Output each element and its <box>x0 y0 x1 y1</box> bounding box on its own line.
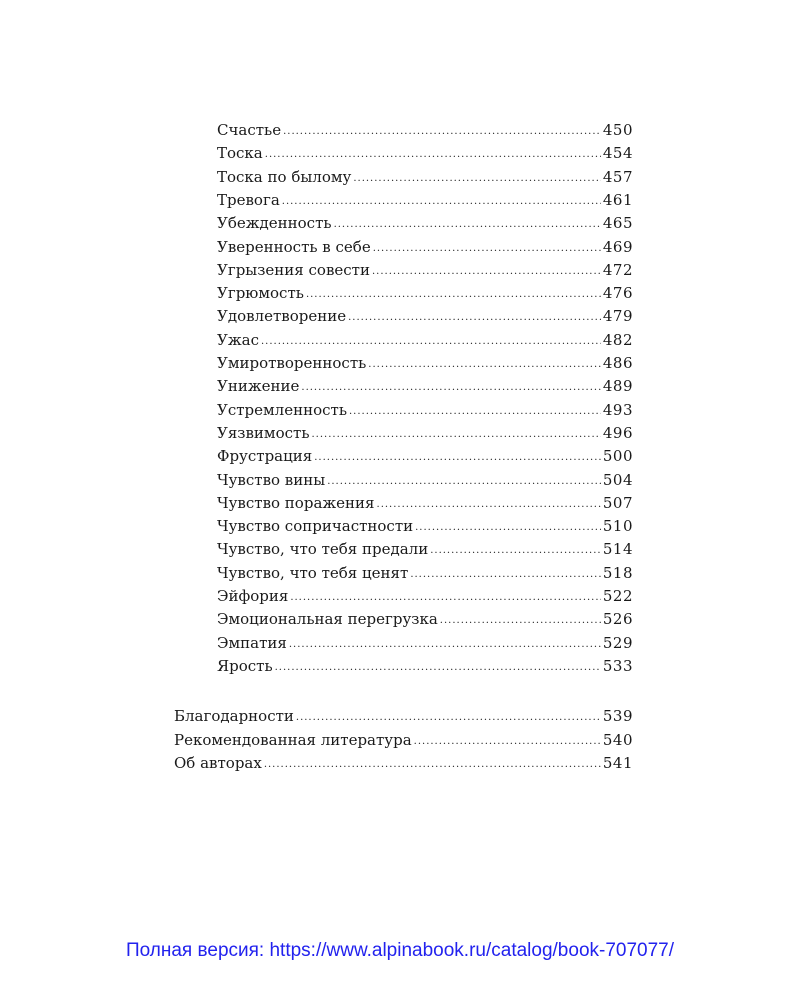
toc-entry[interactable] <box>217 446 633 466</box>
dot-leader <box>312 422 601 445</box>
dot-leader <box>314 445 601 468</box>
toc-entry-title: Благодарности <box>174 707 294 725</box>
toc-entry-page-number: 496 <box>602 423 633 442</box>
toc-entry-page-number: 482 <box>602 330 633 349</box>
dot-leader <box>265 142 601 165</box>
dot-leader <box>296 705 601 728</box>
full-version-link[interactable]: Полная версия: https://www.alpinabook.ru/catalog/book-707077/ <box>125 940 675 961</box>
toc-entry-title: Об авторах <box>174 754 262 772</box>
toc-entry-title: Эмпатия <box>217 633 287 652</box>
dot-leader <box>415 515 601 538</box>
toc-entry[interactable] <box>174 753 633 773</box>
toc-entry-page-number: 489 <box>602 377 633 396</box>
toc-entry-page-number: 457 <box>602 167 633 186</box>
dot-leader <box>430 538 601 561</box>
toc-entry-title: Уверенность в себе <box>217 237 371 256</box>
dot-leader <box>368 352 601 375</box>
toc-entry-page-number: 500 <box>602 447 633 466</box>
dot-leader <box>301 375 600 398</box>
dot-leader <box>377 492 601 515</box>
toc-entry-title: Тоска по былому <box>217 167 352 186</box>
toc-entry-page-number: 539 <box>602 707 633 725</box>
toc-entry-title: Фрустрация <box>217 447 313 466</box>
toc-entry-page-number: 493 <box>602 400 633 419</box>
toc-entry-title: Чувство, что тебя ценят <box>217 563 409 582</box>
toc-entry[interactable] <box>217 353 633 373</box>
dot-leader <box>306 282 601 305</box>
toc-entry-title: Умиротворенность <box>217 354 367 372</box>
dot-leader <box>289 632 601 655</box>
toc-entry[interactable] <box>217 400 633 420</box>
toc-entry-page-number: 465 <box>602 214 633 233</box>
toc-entry[interactable] <box>217 376 633 396</box>
toc-entry[interactable] <box>217 586 633 606</box>
dot-leader <box>353 166 601 189</box>
dot-leader <box>275 655 601 678</box>
dot-leader <box>261 329 601 352</box>
dot-leader <box>373 236 601 259</box>
toc-entry[interactable] <box>217 423 633 443</box>
toc-entry-title: Чувство поражения <box>217 493 375 512</box>
toc-entry[interactable] <box>217 237 633 257</box>
toc-entry-page-number: 526 <box>602 610 633 629</box>
toc-entry-page-number: 533 <box>602 656 633 675</box>
dot-leader <box>264 752 601 775</box>
toc-entry[interactable] <box>217 470 633 490</box>
toc-entry-page-number: 518 <box>602 563 633 582</box>
toc-entry[interactable] <box>217 213 633 233</box>
dot-leader <box>410 562 601 585</box>
toc-entry-page-number: 454 <box>602 144 633 163</box>
toc-entry[interactable] <box>217 493 633 513</box>
dot-leader <box>283 119 601 142</box>
toc-entry-title: Эмоциональная перегрузка <box>217 610 438 629</box>
toc-entry[interactable] <box>217 306 633 326</box>
toc-entry[interactable] <box>217 283 633 303</box>
dot-leader <box>348 305 601 328</box>
toc-entry-title: Чувство сопричастности <box>217 517 414 536</box>
dot-leader <box>349 399 601 422</box>
toc-entry-title: Счастье <box>217 121 282 139</box>
toc-entry[interactable] <box>217 120 633 140</box>
toc-entry[interactable] <box>217 516 633 536</box>
toc-entry-title: Ярость <box>217 656 273 675</box>
toc-entry[interactable] <box>217 539 633 559</box>
toc-entry-title: Тревога <box>217 190 280 209</box>
toc-entry-title: Рекомендованная литература <box>174 730 412 749</box>
toc-entry-page-number: 507 <box>602 493 633 512</box>
dot-leader <box>327 469 601 492</box>
toc-entry-title: Уязвимость <box>217 423 310 442</box>
dot-leader <box>414 729 601 752</box>
toc-entry[interactable] <box>217 563 633 583</box>
toc-entry[interactable] <box>217 190 633 210</box>
dot-leader <box>334 212 601 235</box>
toc-entry-page-number: 472 <box>602 260 633 279</box>
toc-entry-title: Унижение <box>217 377 300 396</box>
toc-entry-title: Удовлетворение <box>217 307 347 326</box>
toc-entry[interactable] <box>217 656 633 676</box>
toc-entry[interactable] <box>217 330 633 350</box>
toc-entry-title: Ужас <box>217 330 259 349</box>
toc-entry-page-number: 504 <box>602 470 633 489</box>
toc-entry-page-number: 529 <box>602 633 633 652</box>
toc-entry-title: Чувство, что тебя предали <box>217 540 429 559</box>
toc-entry-page-number: 514 <box>602 540 633 559</box>
toc-entry-title: Устремленность <box>217 400 347 419</box>
toc-entry[interactable] <box>217 260 633 280</box>
toc-entry-title: Угрюмость <box>217 284 304 303</box>
toc-entry-page-number: 469 <box>602 237 633 256</box>
toc-entry-title: Чувство вины <box>217 470 326 489</box>
toc-entry-page-number: 479 <box>602 307 633 326</box>
toc-entry[interactable] <box>217 143 633 163</box>
toc-entry-title: Эйфория <box>217 587 289 605</box>
toc-entry-page-number: 476 <box>602 284 633 303</box>
toc-entry[interactable] <box>217 609 633 629</box>
toc-entry-page-number: 461 <box>602 190 633 209</box>
toc-entry[interactable] <box>174 730 633 750</box>
dot-leader <box>440 608 601 631</box>
toc-entry-title: Тоска <box>217 144 263 163</box>
toc-entry[interactable] <box>217 167 633 187</box>
toc-entry-title: Угрызения совести <box>217 260 370 279</box>
toc-entry[interactable] <box>217 633 633 653</box>
toc-entry-page-number: 486 <box>602 354 633 372</box>
toc-entry-page-number: 540 <box>602 730 633 749</box>
toc-entry[interactable] <box>174 706 633 726</box>
toc-entry-page-number: 522 <box>602 587 633 605</box>
toc-entry-title: Убежденность <box>217 214 332 233</box>
dot-leader <box>282 189 601 212</box>
toc-entry-page-number: 510 <box>602 517 633 536</box>
dot-leader <box>290 585 601 608</box>
toc-entry-page-number: 450 <box>602 121 633 139</box>
dot-leader <box>372 259 601 282</box>
toc-entry-page-number: 541 <box>602 754 633 772</box>
